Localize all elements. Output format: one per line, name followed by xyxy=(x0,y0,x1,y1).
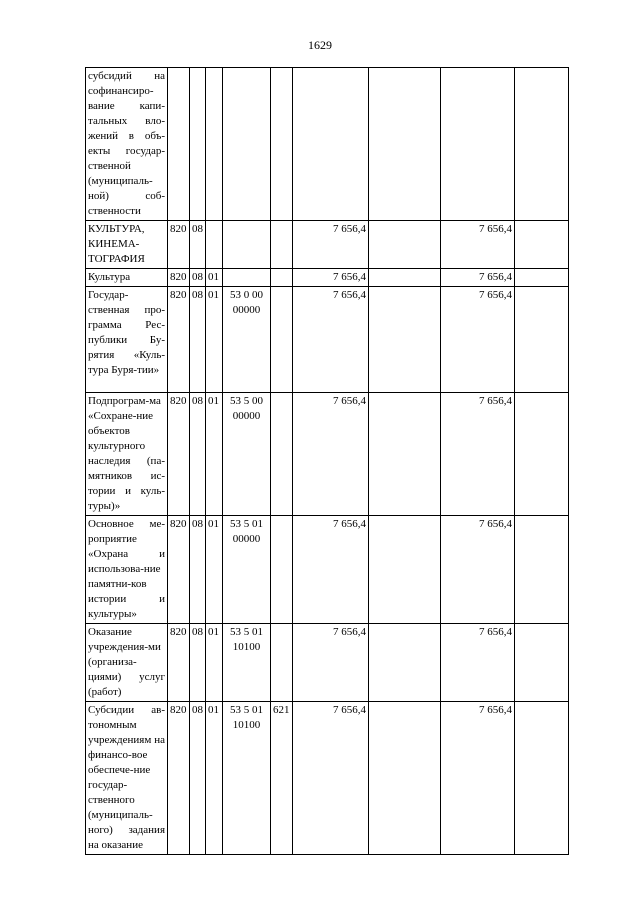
row-name-cell: Культура xyxy=(86,269,168,287)
row-name-cell: Оказание учреждения-ми (организа-циями) услуг (работ) xyxy=(86,624,168,702)
expense-type-cell xyxy=(271,624,293,702)
grbs-cell: 820 xyxy=(168,221,190,269)
grbs-cell: 820 xyxy=(168,393,190,516)
target-article-cell: 53 5 01 10100 xyxy=(223,702,271,855)
table-row xyxy=(86,393,569,516)
amount-2-cell: 7 656,4 xyxy=(441,702,515,855)
table-row xyxy=(86,624,569,702)
razdel-cell: 08 xyxy=(190,221,206,269)
podrazdel-cell: 01 xyxy=(206,702,223,855)
expense-type-cell: 621 xyxy=(271,702,293,855)
grbs-cell: 820 xyxy=(168,269,190,287)
amount-2-cell: 7 656,4 xyxy=(441,393,515,516)
table-row xyxy=(86,516,569,624)
expense-type-cell xyxy=(271,269,293,287)
spacer-cell xyxy=(369,287,441,393)
row-name-cell: Основное ме-роприятие «Охрана и использова-ние памятни-ков истории и культуры» xyxy=(86,516,168,624)
target-article-cell: 53 5 01 10100 xyxy=(223,624,271,702)
amount-3-cell xyxy=(515,516,569,624)
table-row xyxy=(86,287,569,393)
row-name-cell: субсидий на софинансиро-вание капи-тальных вло-жений в объ-екты государ-ственной (муниципаль-ной) соб-ственности xyxy=(86,68,168,221)
amount-2-cell: 7 656,4 xyxy=(441,624,515,702)
amount-2-cell: 7 656,4 xyxy=(441,287,515,393)
spacer-cell xyxy=(369,221,441,269)
grbs-cell: 820 xyxy=(168,702,190,855)
amount-3-cell xyxy=(515,221,569,269)
spacer-cell xyxy=(369,624,441,702)
podrazdel-cell: 01 xyxy=(206,393,223,516)
podrazdel-cell: 01 xyxy=(206,287,223,393)
razdel-cell: 08 xyxy=(190,702,206,855)
amount-2-cell: 7 656,4 xyxy=(441,516,515,624)
target-article-cell: 53 0 00 00000 xyxy=(223,287,271,393)
table-row xyxy=(86,221,569,269)
amount-1-cell: 7 656,4 xyxy=(293,624,369,702)
amount-1-cell: 7 656,4 xyxy=(293,287,369,393)
expense-type-cell xyxy=(271,393,293,516)
amount-1-cell: 7 656,4 xyxy=(293,516,369,624)
spacer-cell xyxy=(369,516,441,624)
razdel-cell: 08 xyxy=(190,624,206,702)
expense-type-cell xyxy=(271,516,293,624)
amount-3-cell xyxy=(515,269,569,287)
table-row xyxy=(86,68,569,221)
target-article-cell xyxy=(223,221,271,269)
amount-3-cell xyxy=(515,287,569,393)
row-name-cell: КУЛЬТУРА, КИНЕМА-ТОГРАФИЯ xyxy=(86,221,168,269)
razdel-cell xyxy=(190,68,206,221)
target-article-cell: 53 5 00 00000 xyxy=(223,393,271,516)
razdel-cell: 08 xyxy=(190,269,206,287)
table-body xyxy=(86,68,569,855)
amount-1-cell: 7 656,4 xyxy=(293,702,369,855)
razdel-cell: 08 xyxy=(190,516,206,624)
amount-1-cell: 7 656,4 xyxy=(293,221,369,269)
grbs-cell: 820 xyxy=(168,624,190,702)
spacer-cell xyxy=(369,702,441,855)
table-row xyxy=(86,702,569,855)
amount-1-cell: 7 656,4 xyxy=(293,269,369,287)
target-article-cell xyxy=(223,68,271,221)
grbs-cell: 820 xyxy=(168,516,190,624)
grbs-cell: 820 xyxy=(168,287,190,393)
amount-3-cell xyxy=(515,702,569,855)
expense-type-cell xyxy=(271,68,293,221)
amount-3-cell xyxy=(515,624,569,702)
razdel-cell: 08 xyxy=(190,393,206,516)
razdel-cell: 08 xyxy=(190,287,206,393)
page-number: 1629 xyxy=(308,38,332,52)
amount-1-cell: 7 656,4 xyxy=(293,393,369,516)
amount-3-cell xyxy=(515,68,569,221)
podrazdel-cell: 01 xyxy=(206,269,223,287)
expense-type-cell xyxy=(271,221,293,269)
spacer-cell xyxy=(369,269,441,287)
table-row xyxy=(86,269,569,287)
podrazdel-cell: 01 xyxy=(206,624,223,702)
amount-2-cell: 7 656,4 xyxy=(441,221,515,269)
amount-2-cell xyxy=(441,68,515,221)
row-name-cell: Государ-ственная про-грамма Рес-публики Бу-рятия «Куль-тура Буря-тии» xyxy=(86,287,168,393)
amount-1-cell xyxy=(293,68,369,221)
spacer-cell xyxy=(369,68,441,221)
spacer-cell xyxy=(369,393,441,516)
podrazdel-cell: 01 xyxy=(206,516,223,624)
row-name-cell: Подпрограм-ма «Сохране-ние объектов культурного наследия (па-мятников ис-тории и куль-туры)» xyxy=(86,393,168,516)
row-name-cell: Субсидии ав-тономным учреждениям на финансо-вое обеспече-ние государ-ственного (муниципаль-ного) задания на оказание xyxy=(86,702,168,855)
budget-table xyxy=(85,67,569,855)
grbs-cell xyxy=(168,68,190,221)
podrazdel-cell xyxy=(206,68,223,221)
target-article-cell: 53 5 01 00000 xyxy=(223,516,271,624)
expense-type-cell xyxy=(271,287,293,393)
podrazdel-cell xyxy=(206,221,223,269)
target-article-cell xyxy=(223,269,271,287)
amount-3-cell xyxy=(515,393,569,516)
amount-2-cell: 7 656,4 xyxy=(441,269,515,287)
